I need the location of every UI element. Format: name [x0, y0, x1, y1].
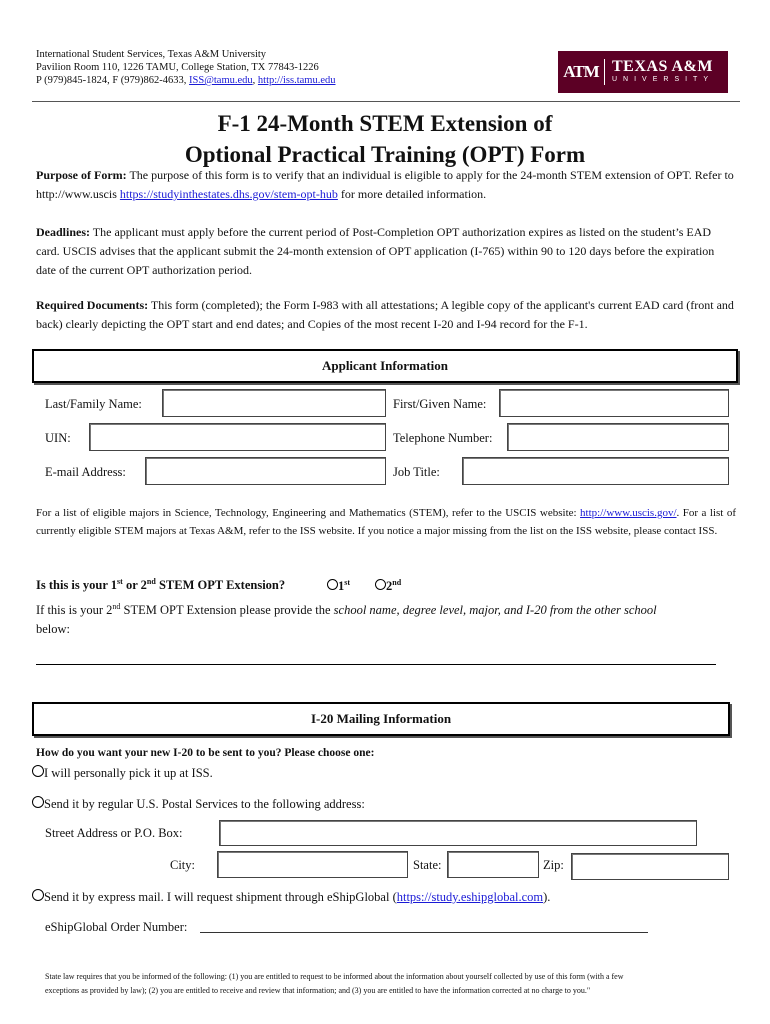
uin-field[interactable]: [89, 423, 386, 451]
deadlines-paragraph: Deadlines: The applicant must apply before the current period of Post-Completion OPT authorization expires as listed on the student’s EAD card. USCIS advises that the applicant submit the 24-month extension of OPT application (I-765) within 90 to 120 days before the expiration date of the current OPT authorization period.: [36, 225, 715, 277]
second-extension-instructions: If this is your 2nd STEM OPT Extension please provide the school name, degree level, major, and I-20 from the other school below:: [36, 602, 657, 637]
header-line1: International Student Services, Texas A&M University: [36, 49, 267, 60]
zip-label: Zip:: [543, 858, 564, 872]
order-number-label: eShipGlobal Order Number:: [45, 920, 188, 934]
atm-logo-icon: ATM: [563, 62, 599, 81]
second-extension-radio[interactable]: [375, 579, 386, 590]
phone-field[interactable]: [507, 423, 729, 451]
mailing-question: How do you want your new I-20 to be sent to you? Please choose one:: [36, 747, 375, 759]
regular-mail-option[interactable]: Send it by regular U.S. Postal Services to the following address:: [32, 796, 365, 812]
other-school-info-line[interactable]: [36, 664, 716, 665]
pickup-option[interactable]: I will personally pick it up at ISS.: [32, 765, 213, 781]
state-field[interactable]: [447, 851, 539, 878]
city-label: City:: [170, 858, 196, 872]
regular-mail-radio[interactable]: [32, 796, 44, 808]
email-field[interactable]: [145, 457, 386, 485]
zip-field[interactable]: [571, 853, 729, 880]
first-extension-radio[interactable]: [327, 579, 338, 590]
header-divider: [32, 101, 740, 102]
express-mail-option[interactable]: Send it by express mail. I will request shipment through eShipGlobal (https://study.eshipglobal.com).: [32, 889, 550, 905]
tamu-logo: [558, 51, 728, 93]
second-extension-option[interactable]: 2nd: [375, 578, 401, 594]
email-label: E-mail Address:: [45, 465, 126, 479]
job-title-label: Job Title:: [393, 465, 440, 479]
pickup-radio[interactable]: [32, 765, 44, 777]
stem-majors-note: For a list of eligible majors in Science, Technology, Engineering and Mathematics (STEM), refer to the USCIS website: http://www.uscis.gov/. For a list of currently eligible STEM majors at Texas A&M, refer to the ISS website. If you notice a major missing from the list on the ISS website, please contact ISS.: [36, 507, 736, 537]
logo-title: TEXAS A&M: [612, 58, 713, 75]
eshipglobal-link[interactable]: https://study.eshipglobal.com: [396, 890, 544, 904]
first-name-label: First/Given Name:: [393, 397, 487, 411]
last-name-field[interactable]: [162, 389, 386, 417]
extension-question: Is this is your 1st or 2nd STEM OPT Extension?: [36, 577, 286, 593]
uin-label: UIN:: [45, 431, 71, 445]
order-number-line[interactable]: [200, 932, 648, 933]
purpose-paragraph: Purpose of Form: The purpose of this form is to verify that an individual is eligible to apply for the 24-month STEM extension of OPT. Refer to http://www.uscis https://studyinthestates.dhs.gov/stem-opt-hub for more detailed information.: [36, 168, 734, 201]
uscis-link[interactable]: http://www.uscis.gov/: [580, 507, 677, 519]
first-name-field[interactable]: [499, 389, 729, 417]
form-title: F-1 24-Month STEM Extension of Optional Practical Training (OPT) Form: [184, 111, 586, 167]
logo-subtitle: UNIVERSITY: [612, 76, 715, 83]
email-link[interactable]: ISS@tamu.edu: [189, 75, 253, 86]
street-label: Street Address or P.O. Box:: [45, 826, 183, 840]
phone-label: Telephone Number:: [393, 431, 493, 445]
header-line3: P (979)845-1824, F (979)862-4633, ISS@tamu.edu, http://iss.tamu.edu: [36, 75, 336, 86]
city-field[interactable]: [217, 851, 408, 878]
state-law-notice: State law requires that you be informed of the following: (1) you are entitled to request to be informed about the information about yourself collected by use of this form (with a few exceptions as provided by law); (2) you are entitled to receive and review that information; and (3) you are entitled to have the information corrected at no charge to you.": [45, 972, 624, 995]
mailing-info-heading: I-20 Mailing Information: [32, 702, 730, 736]
header-line2: Pavilion Room 110, 1226 TAMU, College Station, TX 77843-1226: [36, 62, 319, 73]
first-extension-option[interactable]: 1st: [327, 578, 350, 594]
required-docs-paragraph: Required Documents: This form (completed); the Form I-983 with all attestations; A legible copy of the applicant's current EAD card (front and back) clearly depicting the OPT start and end dates; and Copies of the most recent I-20 and I-94 record for the F-1.: [36, 298, 734, 331]
website-link[interactable]: http://iss.tamu.edu: [257, 75, 336, 86]
last-name-label: Last/Family Name:: [45, 397, 142, 411]
stem-opt-hub-link[interactable]: https://studyinthestates.dhs.gov/stem-opt-hub: [119, 187, 338, 201]
header-address: [36, 48, 336, 87]
applicant-info-heading: Applicant Information: [32, 349, 738, 383]
express-mail-radio[interactable]: [32, 889, 44, 901]
street-field[interactable]: [219, 820, 697, 846]
state-label: State:: [413, 858, 442, 872]
job-title-field[interactable]: [462, 457, 729, 485]
